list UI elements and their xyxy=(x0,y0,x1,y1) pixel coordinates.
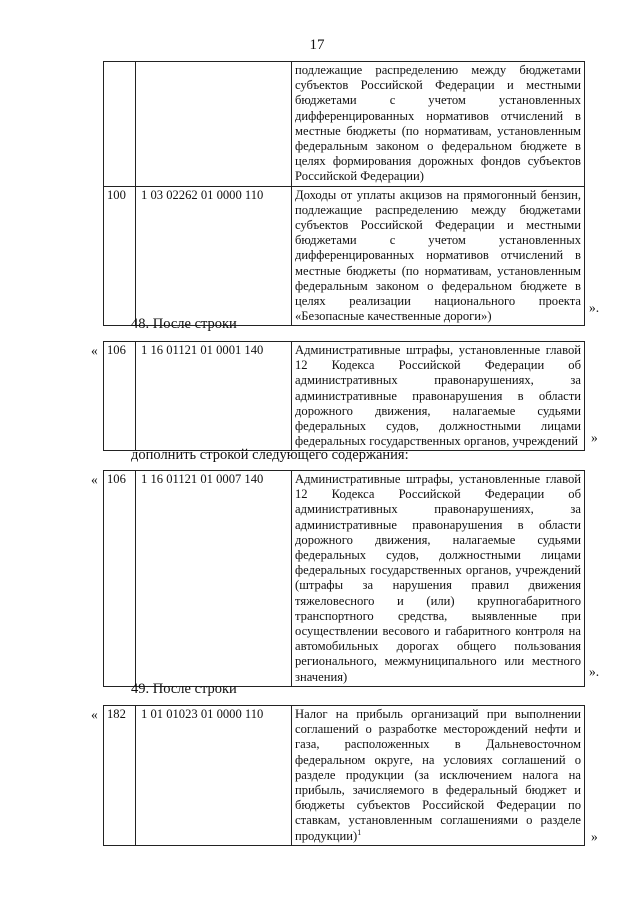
revenue-table-profit-tax-row xyxy=(103,705,585,846)
description-cell xyxy=(292,706,585,846)
description-text: Налог на прибыль организаций при выполнении соглашений о разработке месторождений нефти и газа, расположенных в Дальневосточном федеральном округе, на условиях соглашений о разделе продукции (за исключением налога на прибыль, зачисляемого в федеральный бюджет и бюджеты субъектов Российской Федерации по ставкам, установленным соглашениями о разделе продукции) xyxy=(295,707,581,843)
closing-quote: » xyxy=(591,829,598,844)
admin-code-cell: 106 xyxy=(104,471,136,687)
paragraph-add-row: дополнить строкой следующего содержания: xyxy=(131,447,409,463)
description-cell: Административные штрафы, установленные главой 12 Кодекса Российской Федерации об административных правонарушениях, за административные правонарушения в области дорожного движения, налагаемые судьями федеральных судов, должностными лицами федеральных государственных органов, учреждений xyxy=(292,342,585,451)
revenue-code-cell: 1 16 01121 01 0001 140 xyxy=(136,342,292,451)
closing-quote: ». xyxy=(589,664,600,679)
admin-code-cell: 100 xyxy=(104,186,136,326)
description-cell: подлежащие распределению между бюджетами субъектов Российской Федерации и местными бюджетами с учетом установленных дифференцированных нормативов отчислений в местные бюджеты (по нормативам, установленным федеральным законом о федеральном бюджете в целях формирования дорожных фондов субъектов Российской Федерации) xyxy=(292,62,585,187)
description-cell: Административные штрафы, установленные главой 12 Кодекса Российской Федерации об административных правонарушениях, за административные правонарушения в области дорожного движения, налагаемые судьями федеральных судов, должностными лицами федеральных государственных органов, учреждений (штрафы за нарушения правил движения тяжеловесного и (или) крупногабаритного транспортного средства, выявленные при осуществлении весового и габаритного контроля на автомобильных дорогах общего пользования регионального, межмуниципального или местного значения) xyxy=(292,471,585,687)
revenue-code-cell: 1 03 02262 01 0000 110 xyxy=(136,186,292,326)
revenue-code-cell: 1 01 01023 01 0000 110 xyxy=(136,706,292,846)
revenue-table-new-row xyxy=(103,470,585,687)
revenue-code-cell: 1 16 01121 01 0007 140 xyxy=(136,471,292,687)
page-number: 17 xyxy=(309,37,325,53)
closing-quote: ». xyxy=(589,300,600,315)
revenue-table-existing-row xyxy=(103,341,585,451)
footnote-marker: 1 xyxy=(357,827,362,837)
description-cell: Доходы от уплаты акцизов на прямогонный бензин, подлежащие распределению между бюджетами субъектов Российской Федерации и местными бюджетами с учетом установленных дифференцированных нормативов отчислений в местные бюджеты (по нормативам, установленным федеральным законом о федеральном бюджете в целях реализации национального проекта «Безопасные качественные дороги») xyxy=(292,186,585,326)
table-row xyxy=(104,706,585,846)
opening-quote: « xyxy=(91,343,98,358)
paragraph-48: 48. После строки xyxy=(131,316,237,332)
opening-quote: « xyxy=(91,707,98,722)
closing-quote: » xyxy=(591,430,598,445)
table-row xyxy=(104,62,585,187)
paragraph-49: 49. После строки xyxy=(131,681,237,697)
revenue-code-cell xyxy=(136,62,292,187)
admin-code-cell: 182 xyxy=(104,706,136,846)
revenue-table-continued xyxy=(103,61,585,326)
admin-code-cell: 106 xyxy=(104,342,136,451)
opening-quote: « xyxy=(91,472,98,487)
table-row xyxy=(104,471,585,687)
admin-code-cell xyxy=(104,62,136,187)
table-row xyxy=(104,342,585,451)
table-row xyxy=(104,186,585,326)
